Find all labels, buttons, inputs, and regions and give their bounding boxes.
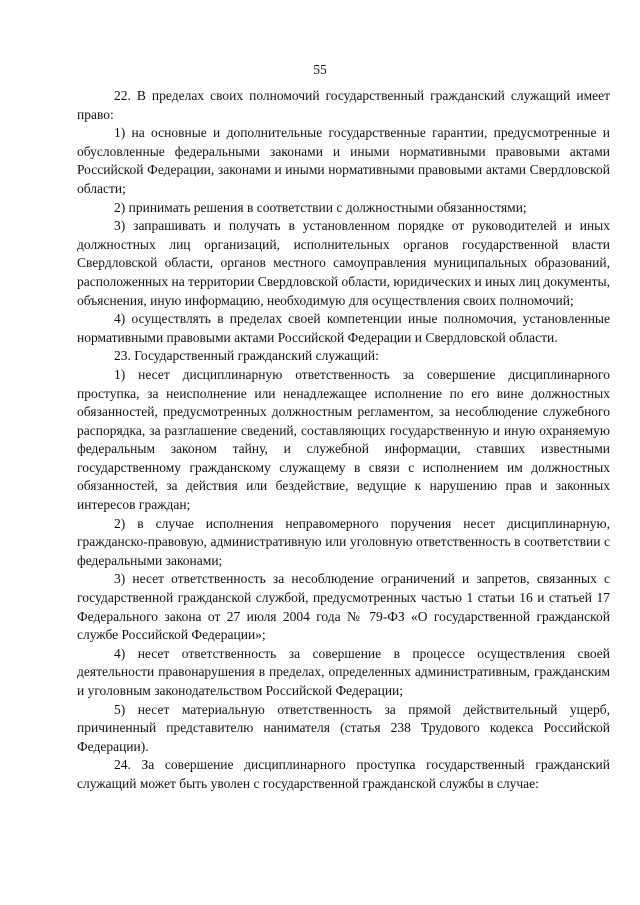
paragraph-23-item-4: 4) несет ответственность за совершение в процессе осуществления своей деятельности правонарушения в пределах, определенных административным, гражданским и уголовным законодательством Российской Федерации;: [77, 645, 610, 698]
paragraph-23-item-5: 5) несет материальную ответственность за прямой действительный ущерб, причиненный представителю нанимателя (статья 238 Трудового кодекса Российской Федерации).: [77, 701, 610, 754]
paragraph-24-intro: 24. За совершение дисциплинарного проступка государственный гражданский служащий может быть уволен с государственной гражданской службы в случае:: [77, 757, 610, 791]
paragraph-23-item-1: 1) несет дисциплинарную ответственность за совершение дисциплинарного проступка, за неисполнение или ненадлежащее исполнение по его вине должностных обязанностей, предусмотренных должностным регламентом, за несоблюдение служебного распорядка, за разглашение сведений, составляющих государственную и иную охраняемую федеральным законом тайну, и служебной информации, ставших известными государственному гражданскому служащему в связи с исполнением им должностных обязанностей, за действия или бездействие, ведущие к нарушению прав и законных интересов граждан;: [77, 366, 610, 513]
paragraph-22-item-3: 3) запрашивать и получать в установленном порядке от руководителей и иных должностных лиц организаций, исполнительных органов государственной власти Свердловской области, органов местного самоуправления муниципальных образований, расположенных на территории Свердловской области, юридических и иных лиц документы, объяснения, иную информацию, необходимую для осуществления своих полномочий;: [77, 218, 610, 308]
paragraph-22-intro: 22. В пределах своих полномочий государственный гражданский служащий имеет право:: [77, 88, 610, 122]
paragraph-23-item-2: 2) в случае исполнения неправомерного поручения несет дисциплинарную, гражданско-правовую, административную или уголовную ответственность в соответствии с федеральными законами;: [77, 515, 610, 568]
paragraph-22-item-4: 4) осуществлять в пределах своей компетенции иные полномочия, установленные нормативными правовыми актами Российской Федерации и Свердловской области.: [77, 311, 610, 345]
paragraph-23-item-3: 3) несет ответственность за несоблюдение ограничений и запретов, связанных с государственной гражданской службой, предусмотренных частью 1 статьи 16 и статьей 17 Федерального закона от 27 июля 2004 года № 79-ФЗ «О государственной гражданской службе Российской Федерации»;: [77, 571, 610, 643]
document-body: [77, 87, 610, 794]
page-number: 55: [313, 62, 327, 77]
paragraph-23-intro: 23. Государственный гражданский служащий:: [114, 348, 379, 364]
paragraph-22-item-2: 2) принимать решения в соответствии с должностными обязанностями;: [114, 199, 527, 215]
paragraph-22-item-1: 1) на основные и дополнительные государственные гарантии, предусмотренные и обусловленные федеральными законами и иными нормативными правовыми актами Российской Федерации, законами и иными нормативными правовыми актами Свердловской области;: [77, 125, 610, 196]
